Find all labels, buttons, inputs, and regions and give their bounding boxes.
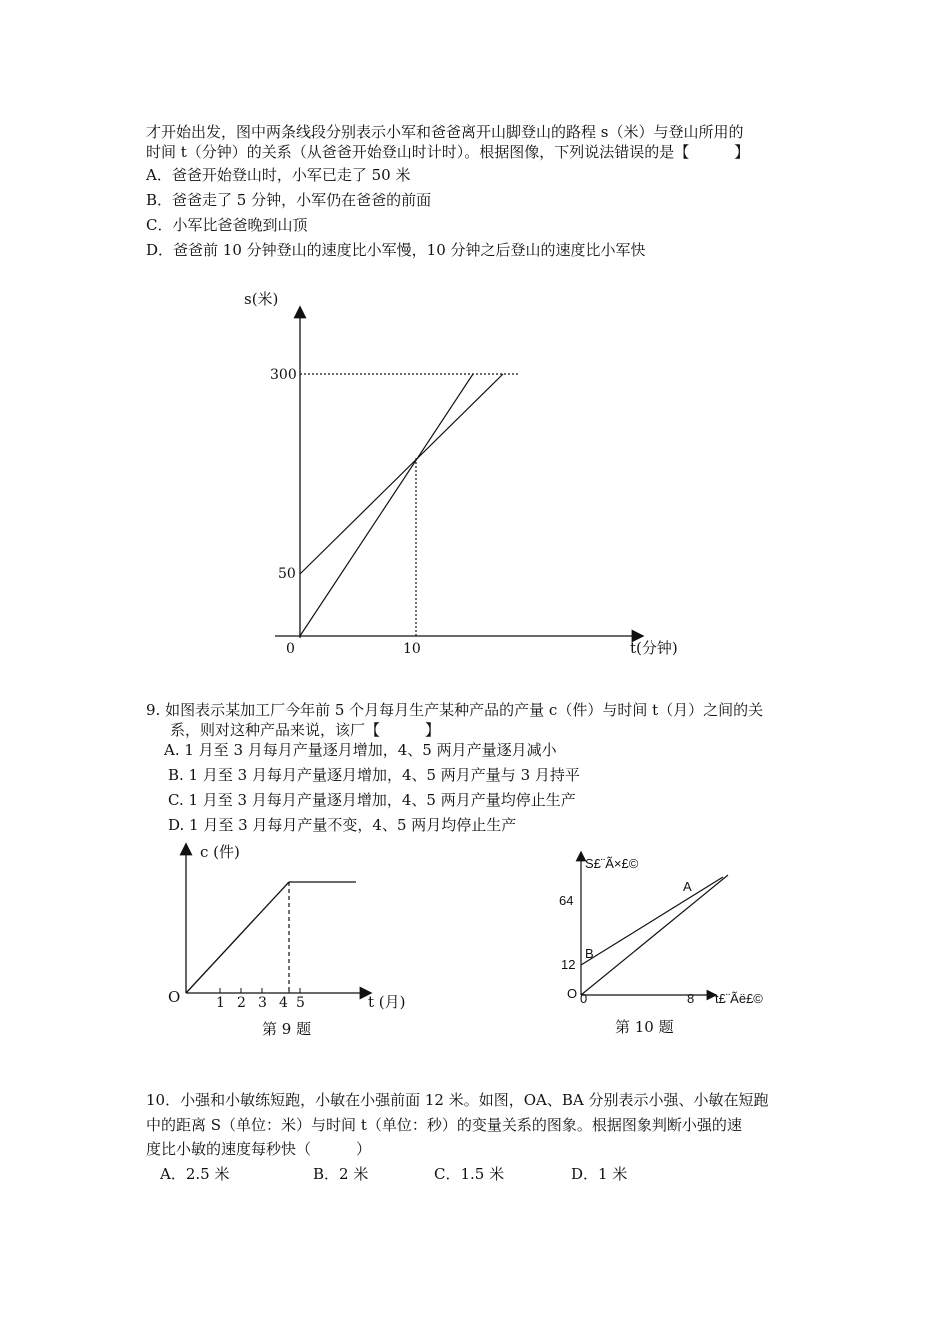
- q10-line-oa: [581, 875, 728, 995]
- q9-x-tick-label-4: 4: [279, 995, 288, 1011]
- q10-stem-line3: 度比小敏的速度每秒快（ ）: [146, 1140, 372, 1158]
- q8-x-tick-0: 0: [286, 641, 295, 657]
- q10-y-label: S£¨Ã×£©: [585, 856, 639, 871]
- q10-option-a: A．2.5 米: [160, 1165, 230, 1183]
- q10-y-tick-64: 64: [559, 893, 574, 908]
- q8-stem-line1: 才开始出发，图中两条线段分别表示小军和爸爸离开山脚登山的路程 s（米）与登山所用的: [146, 123, 744, 141]
- q10-line-ba: [581, 877, 723, 965]
- q8-y-tick-300: 300: [270, 367, 297, 383]
- q10-origin: O: [567, 986, 578, 1001]
- q9-stem-line2: 系，则对这种产品来说，该厂【 】: [170, 721, 441, 739]
- q8-graph: [230, 280, 710, 670]
- q8-y-label: s(米): [244, 290, 279, 308]
- q9-caption: 第 9 题: [262, 1020, 312, 1038]
- q9-option-a: A. 1 月至 3 月每月产量逐月增加，4、5 两月产量逐月减小: [164, 741, 557, 759]
- q10-x-tick-0: 0: [580, 991, 588, 1006]
- q8-dad-line: [300, 374, 473, 636]
- q8-jun-line: [300, 374, 503, 574]
- q10-x-label: t£¨Ãë£©: [715, 991, 763, 1006]
- q9-option-d: D. 1 月至 3 月每月产量不变，4、5 两月均停止生产: [168, 816, 517, 834]
- q10-stem-line2: 中的距离 S（单位：米）与时间 t（单位：秒）的变量关系的图象。根据图象判断小强的速: [146, 1116, 742, 1134]
- q9-x-tick-label-3: 3: [258, 995, 267, 1011]
- q9-y-label: c (件): [200, 843, 240, 861]
- q10-point-a: A: [683, 879, 692, 894]
- q9-x-tick-label-2: 2: [237, 995, 246, 1011]
- q10-option-d: D．1 米: [571, 1165, 628, 1183]
- q9-x-label: t (月): [368, 993, 406, 1011]
- q8-x-label: t(分钟): [630, 639, 678, 657]
- q10-graph: [555, 845, 795, 1015]
- q9-option-c: C. 1 月至 3 月每月产量逐月增加，4、5 两月产量均停止生产: [168, 791, 576, 809]
- q8-option-a: A．爸爸开始登山时，小军已走了 50 米: [146, 166, 411, 184]
- q8-stem-line2: 时间 t（分钟）的关系（从爸爸开始登山时计时）。根据图像，下列说法错误的是【 】: [146, 143, 750, 161]
- q10-option-c: C．1.5 米: [434, 1165, 505, 1183]
- q10-x-tick-8: 8: [687, 991, 695, 1006]
- q10-y-tick-12: 12: [561, 957, 576, 972]
- q9-origin: O: [168, 988, 181, 1006]
- q9-x-tick-label-5: 5: [296, 995, 305, 1011]
- q8-x-tick-10: 10: [403, 641, 421, 657]
- q8-option-c: C．小军比爸爸晚到山顶: [146, 216, 308, 234]
- q10-stem-line1: 10．小强和小敏练短跑，小敏在小强前面 12 米。如图，OA、BA 分别表示小强、小敏在短跑: [146, 1091, 769, 1109]
- q9-graph: [160, 835, 420, 1015]
- q10-caption: 第 10 题: [615, 1018, 674, 1036]
- q8-option-d: D．爸爸前 10 分钟登山的速度比小军慢，10 分钟之后登山的速度比小军快: [146, 241, 646, 259]
- q9-rise-segment: [186, 882, 289, 993]
- q10-point-b: B: [585, 946, 594, 961]
- q9-stem-line1: 9. 如图表示某加工厂今年前 5 个月每月生产某种产品的产量 c（件）与时间 t（月）之间的关: [146, 701, 764, 719]
- q8-option-b: B．爸爸走了 5 分钟，小军仍在爸爸的前面: [146, 191, 432, 209]
- q8-y-tick-50: 50: [278, 566, 296, 582]
- q9-x-tick-label-1: 1: [216, 995, 225, 1011]
- q9-option-b: B. 1 月至 3 月每月产量逐月增加，4、5 两月产量与 3 月持平: [168, 766, 580, 784]
- q10-option-b: B．2 米: [313, 1165, 369, 1183]
